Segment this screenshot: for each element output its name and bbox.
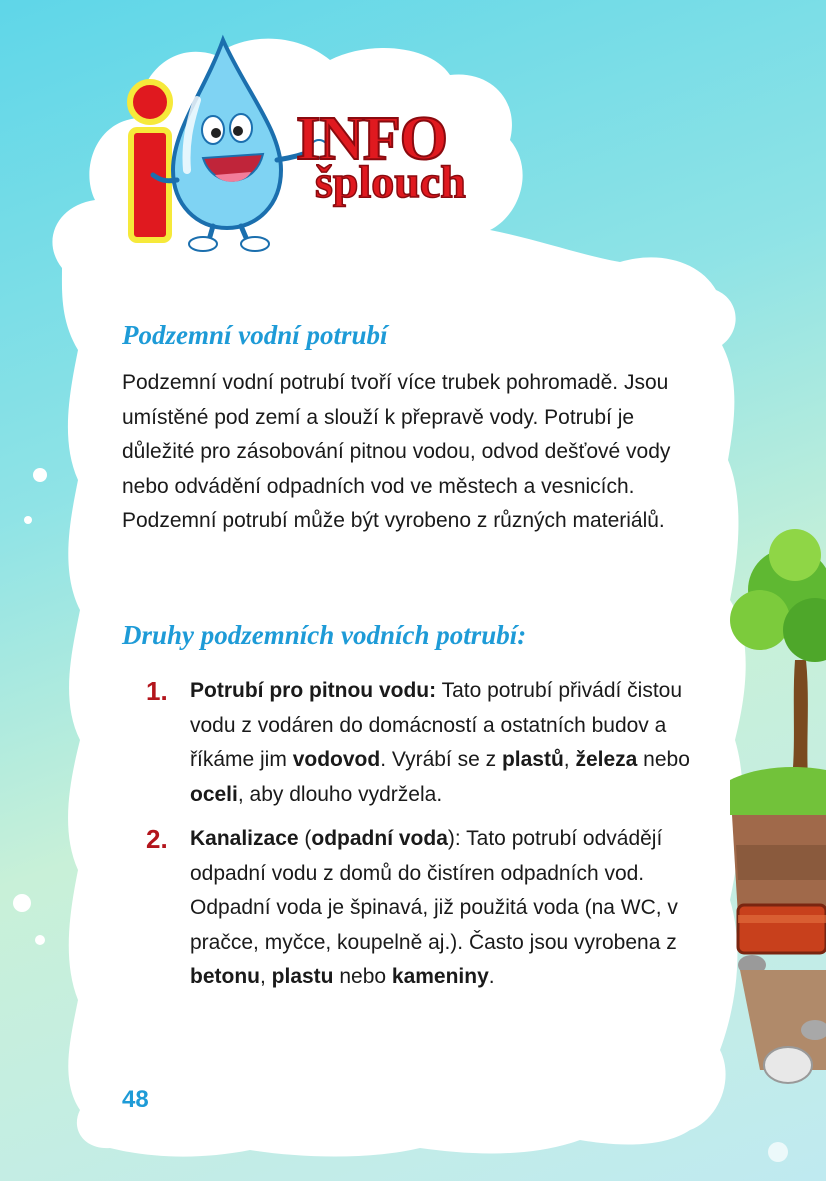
list-number: 2.	[146, 824, 168, 854]
section-paragraph-underground: Podzemní vodní potrubí tvoří více trubek pohromadě. Jsou umístěné pod zemí a slouží k přepravě vody. Potrubí je důležité pro zásobování pitnou vodou, odvod dešťové vody nebo odvádění odpadních vod ve městech a vesnicích. Podzemní potrubí může být vyrobeno z různých materiálů.	[122, 371, 671, 532]
pipe-types-list	[146, 674, 716, 995]
list-number: 1.	[146, 676, 168, 706]
logo-subtitle: šplouch	[315, 156, 466, 207]
tree-and-pipe-illustration	[700, 510, 826, 1110]
list-item: 1. Potrubí pro pitnou vodu: Tato potrubí přivádí čistou vodu z vodáren do domácností a ostatních budov a říkáme jim vodovod. Vyrábí se z plastů, železa nebo oceli, aby dlouho vydržela.	[146, 676, 690, 806]
logo-title: INFO	[296, 105, 447, 173]
list-item-title: Potrubí pro pitnou vodu:	[190, 679, 437, 702]
list-item-title: Kanalizace	[190, 827, 299, 850]
list-item: 2. Kanalizace (odpadní voda): Tato potrubí odvádějí odpadní vodu z domů do čistíren odpadních vod. Odpadní voda je špinavá, již použitá voda (na WC, v pračce, myčce, koupelně aj.). Často jsou vyrobena z betonu, plastu nebo kameniny.	[146, 824, 678, 988]
section-heading-underground: Podzemní vodní potrubí	[122, 320, 388, 350]
page-number: 48	[122, 1086, 149, 1113]
section-heading-types: Druhy podzemních vodních potrubí:	[122, 620, 527, 650]
